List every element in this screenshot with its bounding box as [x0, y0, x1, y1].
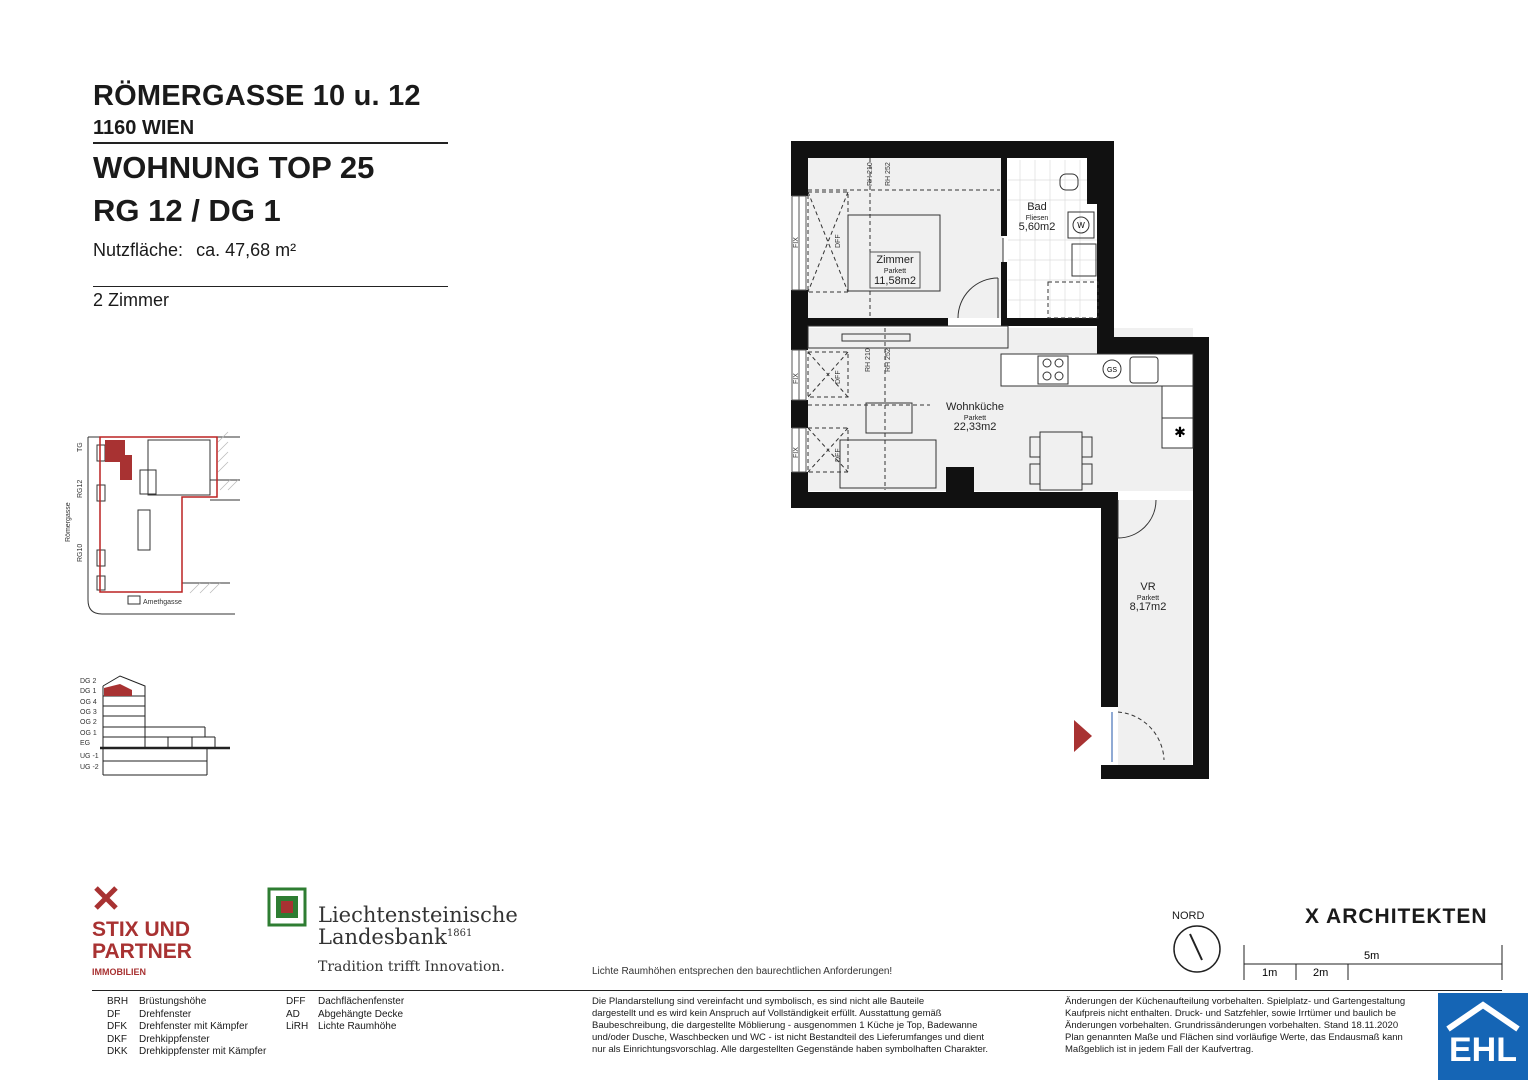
stix-logo	[92, 884, 192, 977]
compass-label: NORD	[1172, 910, 1205, 922]
legend-item	[107, 1046, 266, 1059]
site-label-tg: TG	[77, 442, 84, 452]
legend-item	[107, 996, 266, 1009]
disclaimer-plan	[592, 996, 1052, 1056]
disclaimer-line: Baubeschreibung, die dargestellte Möblierung - ausgenommen 1 Küche je Top, Badewanne	[592, 1020, 978, 1031]
room-floor-bad: Fliesen	[1025, 215, 1049, 222]
room-area-wohnkueche: 22,33m2	[953, 421, 997, 433]
dff-label: DFF	[835, 234, 842, 248]
legend-abbr: DF	[107, 1008, 121, 1020]
site-label-street: Römergasse	[65, 502, 72, 542]
rh210-label: RH 210	[865, 348, 872, 372]
area-value: ca. 47,68 m²	[196, 240, 297, 260]
legend-abbr: DKF	[107, 1033, 127, 1045]
level-label: UG -1	[80, 753, 99, 760]
disclaimer-line: Änderungen der Küchenaufteilung vorbehalten. Spielplatz- und Gartengestaltung	[1065, 996, 1406, 1007]
disclaimer-line: Änderungen vorbehalten. Grundrissänderungen vorbehalten. Stand 18.11.2020	[1065, 1020, 1399, 1031]
level-label: OG 3	[80, 709, 97, 716]
legend-col-1	[107, 996, 266, 1059]
legend-abbr: DFK	[107, 1021, 127, 1032]
legend-abbr: AD	[286, 1008, 300, 1020]
ehl-text: EHL	[1449, 1031, 1517, 1069]
unit-level-highlight	[104, 684, 132, 696]
legend-item	[107, 1021, 266, 1034]
llb-logo	[265, 885, 555, 980]
divider	[93, 286, 448, 287]
legend-item	[286, 1021, 404, 1034]
entrance-arrow-icon	[1074, 720, 1092, 752]
compass-icon	[1172, 924, 1224, 976]
level-label: DG 2	[80, 678, 97, 685]
divider	[93, 142, 448, 144]
room-area-vr: 8,17m2	[1129, 601, 1167, 613]
fix-label: FIX	[793, 237, 800, 248]
disclaimer-line: Maßgeblich ist in jedem Fall der Kaufvertrag.	[1065, 1044, 1254, 1055]
dishwasher-label: GS	[1106, 367, 1118, 374]
legend-col-2	[286, 996, 404, 1034]
legend-item	[286, 1009, 404, 1022]
disclaimer-line: Plan genannten Maße und Flächen sind vorläufige Werte, das Endausmaß kann	[1065, 1032, 1403, 1043]
unit-highlight	[105, 440, 132, 480]
stix-x-icon	[92, 884, 120, 912]
llb-emblem-icon	[265, 885, 311, 931]
stix-name-2: PARTNER	[92, 940, 192, 963]
address-title: RÖMERGASSE 10 u. 12	[93, 80, 421, 112]
scale-label: 2m	[1313, 967, 1329, 979]
fix-label: FIX	[793, 447, 800, 458]
disclaimer-line: und/oder Dusche, Waschbecken und WC - ist nicht Bestandteil des Lieferumfanges und dient	[592, 1032, 985, 1043]
room-area-zimmer: 11,58m2	[874, 275, 916, 287]
site-label-rg10: RG10	[77, 543, 84, 562]
fridge-icon: ✱	[1174, 424, 1186, 440]
room-floor-vr: Parkett	[1136, 595, 1160, 602]
floor-plan	[780, 135, 1220, 795]
level-label: OG 1	[80, 730, 97, 737]
stix-name-1: STIX UND	[92, 918, 191, 941]
legend-abbr: BRH	[107, 996, 129, 1007]
level-label: EG	[80, 740, 91, 747]
city: 1160 WIEN	[93, 117, 195, 139]
disclaimer-changes	[1065, 996, 1445, 1056]
level-label: DG 1	[80, 688, 97, 695]
rh252-label: RH 252	[885, 348, 892, 372]
area-label: Nutzfläche:	[93, 240, 184, 260]
scale-label: 5m	[1364, 950, 1380, 962]
room-floor-wohnkueche: Parkett	[963, 415, 987, 422]
unit-title: WOHNUNG TOP 25	[93, 150, 375, 185]
kitchen-counter	[1001, 354, 1193, 386]
legend-text: Abgehängte Decke	[318, 1008, 404, 1020]
level-label: OG 2	[80, 719, 97, 726]
legend-item	[286, 996, 404, 1009]
rh210-label: RH 210	[867, 162, 874, 186]
llb-name-1: Liechtensteinische	[318, 903, 518, 927]
room-floor-zimmer: Parkett	[883, 268, 907, 275]
site-label-rg12: RG12	[77, 479, 84, 498]
vr-floor	[1118, 500, 1192, 770]
ehl-roof-icon	[1438, 993, 1528, 1033]
dff-label: DFF	[835, 370, 842, 384]
room-name-bad: Bad	[1027, 201, 1047, 213]
legend-item	[107, 1009, 266, 1022]
dff-label: DFF	[835, 448, 842, 462]
legend-text: Brüstungshöhe	[139, 996, 207, 1007]
legend-text: Drehkippfenster mit Kämpfer	[139, 1046, 267, 1057]
area-info	[93, 240, 296, 261]
disclaimer-line: nur als Einrichtungsvorschlag. Alle dargestellten Gegenstände haben symbolhaften Charakter.	[592, 1044, 989, 1055]
room-count: 2 Zimmer	[93, 290, 169, 310]
scale-bar	[1238, 940, 1508, 980]
disclaimer-line: dargestellt und es wird kein Anspruch auf Vollständigkeit erfüllt. Ausstattung gemäß	[592, 1008, 942, 1019]
stix-name-3: IMMOBILIEN	[92, 967, 146, 977]
legend-abbr: LiRH	[286, 1021, 309, 1032]
legend-text: Dachflächenfenster	[318, 996, 405, 1007]
footer-divider	[92, 990, 1502, 991]
site-plan	[60, 420, 250, 620]
rh252-label: RH 252	[885, 162, 892, 186]
llb-tagline: Tradition trifft Innovation.	[318, 959, 505, 975]
fix-label: FIX	[793, 373, 800, 384]
disclaimer-line: Die Plandarstellung sind vereinfacht und symbolisch, es sind nicht alle Bauteile	[592, 996, 925, 1007]
room-name-zimmer: Zimmer	[876, 254, 914, 266]
scale-label: 1m	[1262, 967, 1278, 979]
legend-abbr: DKK	[107, 1046, 128, 1057]
height-note: Lichte Raumhöhen entsprechen den baurechtlichen Anforderungen!	[592, 966, 893, 977]
legend-text: Lichte Raumhöhe	[318, 1021, 397, 1032]
llb-name-2: Landesbank	[318, 925, 447, 949]
level-label: OG 4	[80, 699, 97, 706]
section-diagram	[75, 670, 240, 780]
level-label: UG -2	[80, 764, 99, 771]
room-area-bad: 5,60m2	[1018, 221, 1056, 233]
architect-logo: X ARCHITEKTEN	[1305, 905, 1488, 928]
disclaimer-line: Kaufpreis nicht enthalten. Druck- und Satzfehler, sowie Irrtümer und baulich be	[1065, 1008, 1397, 1019]
unit-location: RG 12 / DG 1	[93, 193, 281, 228]
legend-text: Drehfenster	[139, 1008, 192, 1020]
legend-text: Drehfenster mit Kämpfer	[139, 1021, 248, 1032]
room-name-wohnkueche: Wohnküche	[946, 401, 1004, 413]
room-name-vr: VR	[1140, 581, 1156, 593]
llb-year: 1861	[446, 928, 473, 939]
ehl-logo	[1438, 993, 1528, 1080]
site-label-amethgasse: Amethgasse	[143, 599, 182, 606]
legend-abbr: DFF	[286, 996, 306, 1007]
washing-machine-label: W	[1077, 221, 1085, 230]
legend-item	[107, 1034, 266, 1047]
legend-text: Drehkippfenster	[139, 1033, 210, 1045]
